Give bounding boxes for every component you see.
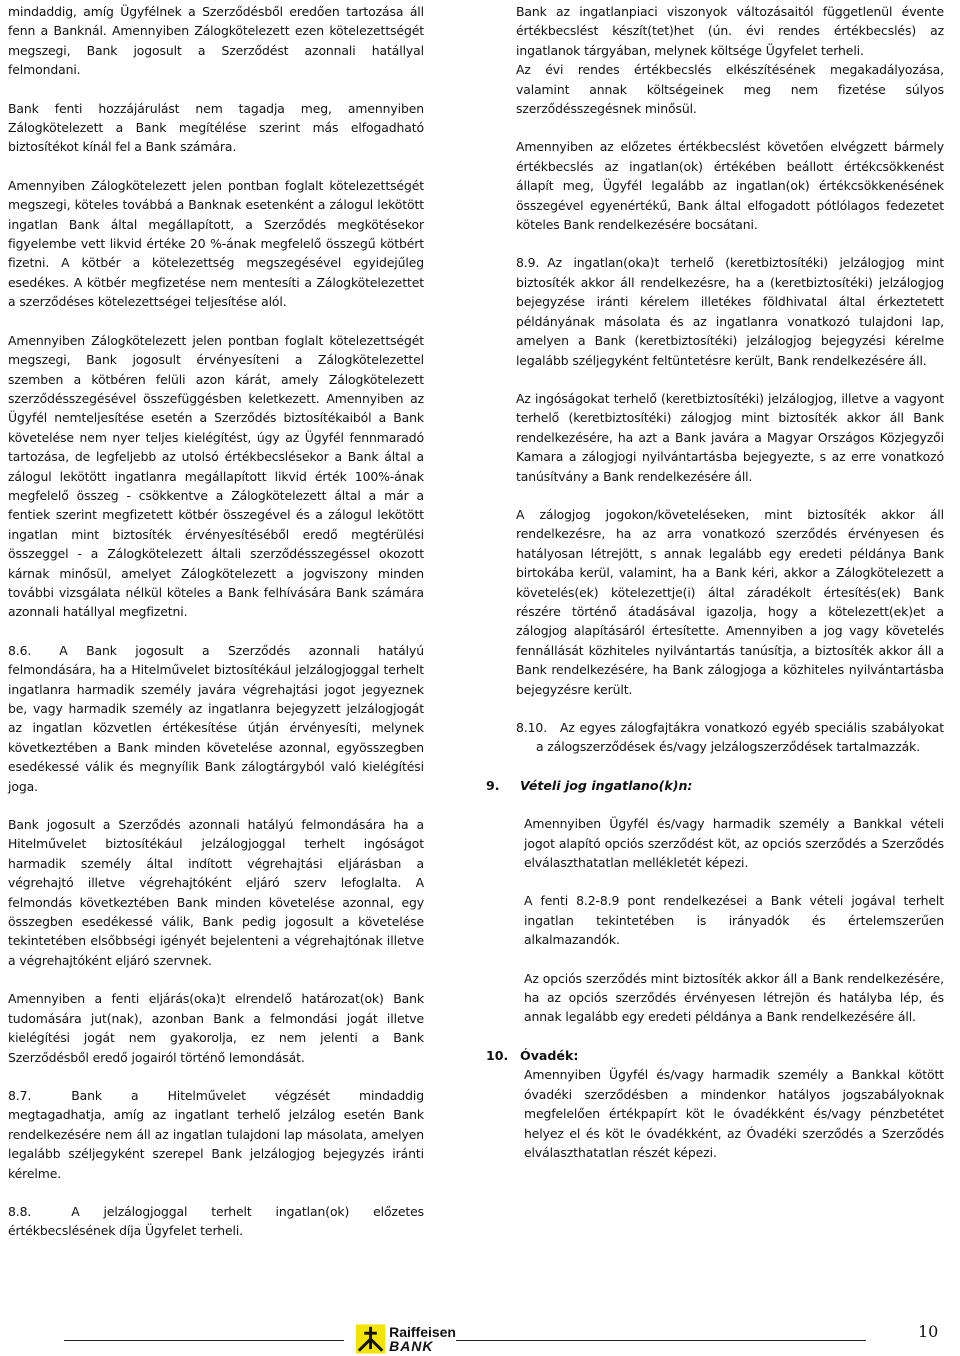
- section-10-body: [524, 1065, 944, 1162]
- section-9-body: [524, 814, 944, 1027]
- section-number: 8.9.: [516, 255, 540, 271]
- paragraph: Az évi rendes értékbecslés elkészítésének megakadályozása, valamint annak költségeinek meg nem fizetése súlyos szerződésszegésnek minősül.: [516, 62, 944, 117]
- heading-title: Óvadék:: [520, 1047, 579, 1063]
- section-text: A jelzálogjoggal terhelt ingatlan(ok) előzetes értékbecslésének díja Ügyfelet terheli.: [8, 1203, 424, 1239]
- section-8-7: [8, 1086, 424, 1183]
- paragraph: Az ingóságokat terhelő (keretbiztosítéki) jelzálogjog, illetve a vagyont terhelő (keretbiztosítéki) zálogjog mint biztosíték akkor áll Bank rendelkezésére, ha azt a Bank javára a Magyar Országos Közjegyzői Kamara a zálogjogi nyilvántartásba bejegyezte, s az erre vonatkozó tanúsítvány a Bank rendelkezésére áll.: [516, 390, 944, 484]
- logo-bottom-text: BANK: [389, 1338, 434, 1354]
- left-column: [8, 0, 424, 1241]
- heading-number: 10.: [486, 1047, 509, 1063]
- paragraph: Bank az ingatlanpiaci viszonyok változásaitól függetlenül évente értékbecslést készít(tet)het (ún. évi rendes értékbecslés) az ingatlanok tárgyában, melynek költsége Ügyfelet terheli.: [516, 4, 944, 58]
- paragraph: Amennyiben a fenti eljárás(oka)t elrendelő határozat(ok) Bank tudomására jut(nak), azonban Bank a felmondási jogát illetve kielégítési jogát nem gyakorolja, ez nem jelenti a Bank Szerződésből eredő jogairól történő lemondását.: [8, 991, 424, 1065]
- page-number: 10: [918, 1322, 939, 1341]
- paragraph: Bank fenti hozzájárulást nem tagadja meg, amennyiben Zálogkötelezett a Bank megítélése szerint más elfogadható biztosítékot kínál fel a Bank számára.: [8, 100, 424, 155]
- paragraph: mindaddig, amíg Ügyfélnek a Szerződésből eredően tartozása áll fenn a Banknál. Amennyiben Zálogkötelezett ezen kötelezettségét megszegi, Bank jogosult a Szerződést azonnali hatállyal felmondani.: [8, 4, 424, 78]
- raiffeisen-gable-cross-icon: [356, 1324, 385, 1354]
- logo-wordmark: [389, 1325, 456, 1353]
- section-9-heading: [486, 776, 944, 795]
- paragraph: Amennyiben Zálogkötelezett jelen pontban foglalt kötelezettségét megszegi, köteles továbbá a Banknak esetenként a zálogul lekötött ingatlan Bank által megállapított, a Szerződés megkötésekor figyelembe vett likvid értéke 20 %-ának megfelelő összegű kötbért fizetni. A kötbér a kötelezettség megszegésével egyidejűleg esedékes. A kötbér megfizetése nem mentesíti a Zálogkötelezettet a szerződéses kötelezettségei teljesítése alól.: [8, 177, 424, 310]
- footer-rule-left: [64, 1340, 344, 1341]
- section-number: 8.7.: [8, 1087, 32, 1103]
- section-text: Az egyes zálogfajtákra vonatkozó egyéb speciális szabályokat a zálogszerződések és/vagy jelzálogszerződések tartalmazzák.: [536, 720, 944, 755]
- section-number: 8.6.: [8, 642, 32, 658]
- section-number: 8.8.: [8, 1203, 32, 1219]
- section-text: Az ingatlan(oka)t terhelő (keretbiztosítéki) jelzálogjog mint biztosíték akkor áll rendelkezésre, ha a (keretbiztosítéki) jelzálogjog bejegyzése iránti kérelem illetékes földhivatal által érkeztetett példányának másolata és az ingatlanra vonatkozó tulajdoni lap, amelyen a Bank (keretbiztosítéki) jelzálogjog bejegyzési kérelme legalább széljegyként feltüntetésre került, Bank rendelkezésére áll.: [516, 255, 944, 368]
- paragraph: A zálogjog jogokon/követeléseken, mint biztosíték akkor áll rendelkezésre, ha az arra vonatkozó szerződés érvényesen és hatályosan létrejött, s annak legalább egy eredeti példánya Bank birtokába kerül, valamint, ha a Bank kéri, akkor a Zálogkötelezett a követelés(ek) kötelezettje(i) által záradékolt értesítés(ek) Bank részére történő átadásával igazolja, hogy a kötelezett(ek)et a zálogjog alapításáról értesítette. Amennyiben a jog vagy követelés fennállását közhiteles nyilvántartás tanúsítja, a biztosíték akkor áll a Bank rendelkezésére, ha Bank zálogjoga a közhiteles nyilvántartásba bejegyzésre került.: [516, 506, 944, 697]
- paragraph: Bank jogosult a Szerződés azonnali hatályú felmondására ha a Hitelművelet biztosítékául jelzálogjoggal terhelt ingóságot harmadik személy által indított végrehajtási eljárásban a végrehajtó illetve végrehajtóként eljáró szerv lefoglalta. A felmondás következtében Bank minden követelése azonnal, egy összegben esedékessé válik, Bank pedig jogosult a követelése tekintetében elsőbbségi igényét bejelenteni a végrehajtónak illetve a végrehajtóként eljáró szervnek.: [8, 817, 424, 968]
- section-text: A Bank jogosult a Szerződés azonnali hatályú felmondására, ha a Hitelművelet biztosítékául jelzálogjoggal terhelt ingatlanra harmadik személy javára végrehajtási jogot jegyeznek be, vagy harmadik személy az ingatlanra bejegyzett jelzálogjogát az ingatlan közvetlen értékesítése útján érvényesíti, melynek következtében a Bank minden követelése azonnal, egyösszegben esedékessé válik és megnyílik Bank zálogtárgyból való kielégítési joga.: [8, 642, 424, 794]
- section-8-10: [516, 718, 944, 757]
- logo-top-text: Raiffeisen: [389, 1324, 456, 1340]
- paragraph: Amennyiben Ügyfél és/vagy harmadik személy a Bankkal vételi jogot alapító opciós szerződést köt, az opciós szerződés a Szerződés elválaszthatatlan mellékletét képezi.: [524, 816, 944, 871]
- page-footer: [0, 1318, 960, 1356]
- footer-rule-right: [456, 1340, 866, 1341]
- section-8-9: [516, 253, 944, 369]
- paragraph: A fenti 8.2-8.9 pont rendelkezései a Bank vételi jogával terhelt ingatlan tekintetében is irányadók és értelemszerűen alkalmazandók.: [524, 893, 944, 948]
- paragraph: Amennyiben Ügyfél és/vagy harmadik személy a Bankkal kötött óvadéki szerződésben a mindenkor hatályos jogszabályoknak megfelelően értékpapírt köt le óvadékként és/vagy pénzbetétet helyez el és köt le óvadékként, az Óvadéki szerződés a Szerződés elválaszthatatlan részét képezi.: [524, 1067, 944, 1160]
- section-number: 8.10.: [516, 720, 548, 735]
- section-10-heading: [486, 1046, 944, 1065]
- section-8-8: [8, 1202, 424, 1241]
- section-text: Bank a Hitelművelet végzését mindaddig megtagadhatja, amíg az ingatlant terhelő jelzálog esetén Bank rendelkezésére nem áll az ingatlan tulajdoni lap másolata, amelyen legalább széljegyként szerepel Bank jelzálogjog bejegyzés iránti kérelme.: [8, 1087, 424, 1181]
- paragraph: Az opciós szerződés mint biztosíték akkor áll a Bank rendelkezésére, ha az opciós szerződés érvényesen létrejön és hatályba lép, és annak legalább egy eredeti példánya a Bank rendelkezésére áll.: [524, 970, 944, 1025]
- raiffeisen-bank-logo: [356, 1322, 456, 1356]
- paragraph: Amennyiben az előzetes értékbecslést követően elvégzett bármely értékbecslés az ingatlan(ok) értékében beállott értékcsökkenést állapít meg, Ügyfél legalább az ingatlan(ok) értékcsökkenésének összegével egyenértékű, Bank által elfogadott pótlólagos fedezetet köteles Bank rendelkezésére bocsátani.: [516, 139, 944, 233]
- heading-number: 9.: [486, 777, 500, 793]
- heading-title: Vételi jog ingatlano(k)n:: [520, 777, 693, 793]
- section-8-6: [8, 641, 424, 796]
- right-column: [486, 0, 944, 1162]
- paragraph: Amennyiben Zálogkötelezett jelen pontban foglalt kötelezettségét megszegi, Bank jogosult érvényesíteni a Zálogkötelezettel szemben a kötbéren felüli azon kárát, amely Zálogkötelezett szerződésszegésével összefüggésben keletkezett. Amennyiben az Ügyfél nemteljesítése esetén a Szerződés biztosítékaiból a Bank követelése nem nyer teljes kielégítést, úgy az Ügyfél fennmaradó tartozása, de legfeljebb az utolsó értékbecslésekor a Bank által a zálogul lekötött ingatlanra megállapított likvid érték 100%-ának megfelelő összeg - csökkentve a Zálogkötelezett által a már a fentiek szerint megfizetett kötbér összegével és a zálogul lekötött ingatlan mint biztosíték érvényesítéséből eredő megtérülési összeggel - a Zálogkötelezett általi szerződésszegéssel okozott kárnak minősül, amelyet Zálogkötelezett a jogviszony minden további vizsgálata nélkül köteles a Bank felhívására Bank számára azonnali hatállyal megfizetni.: [8, 332, 424, 620]
